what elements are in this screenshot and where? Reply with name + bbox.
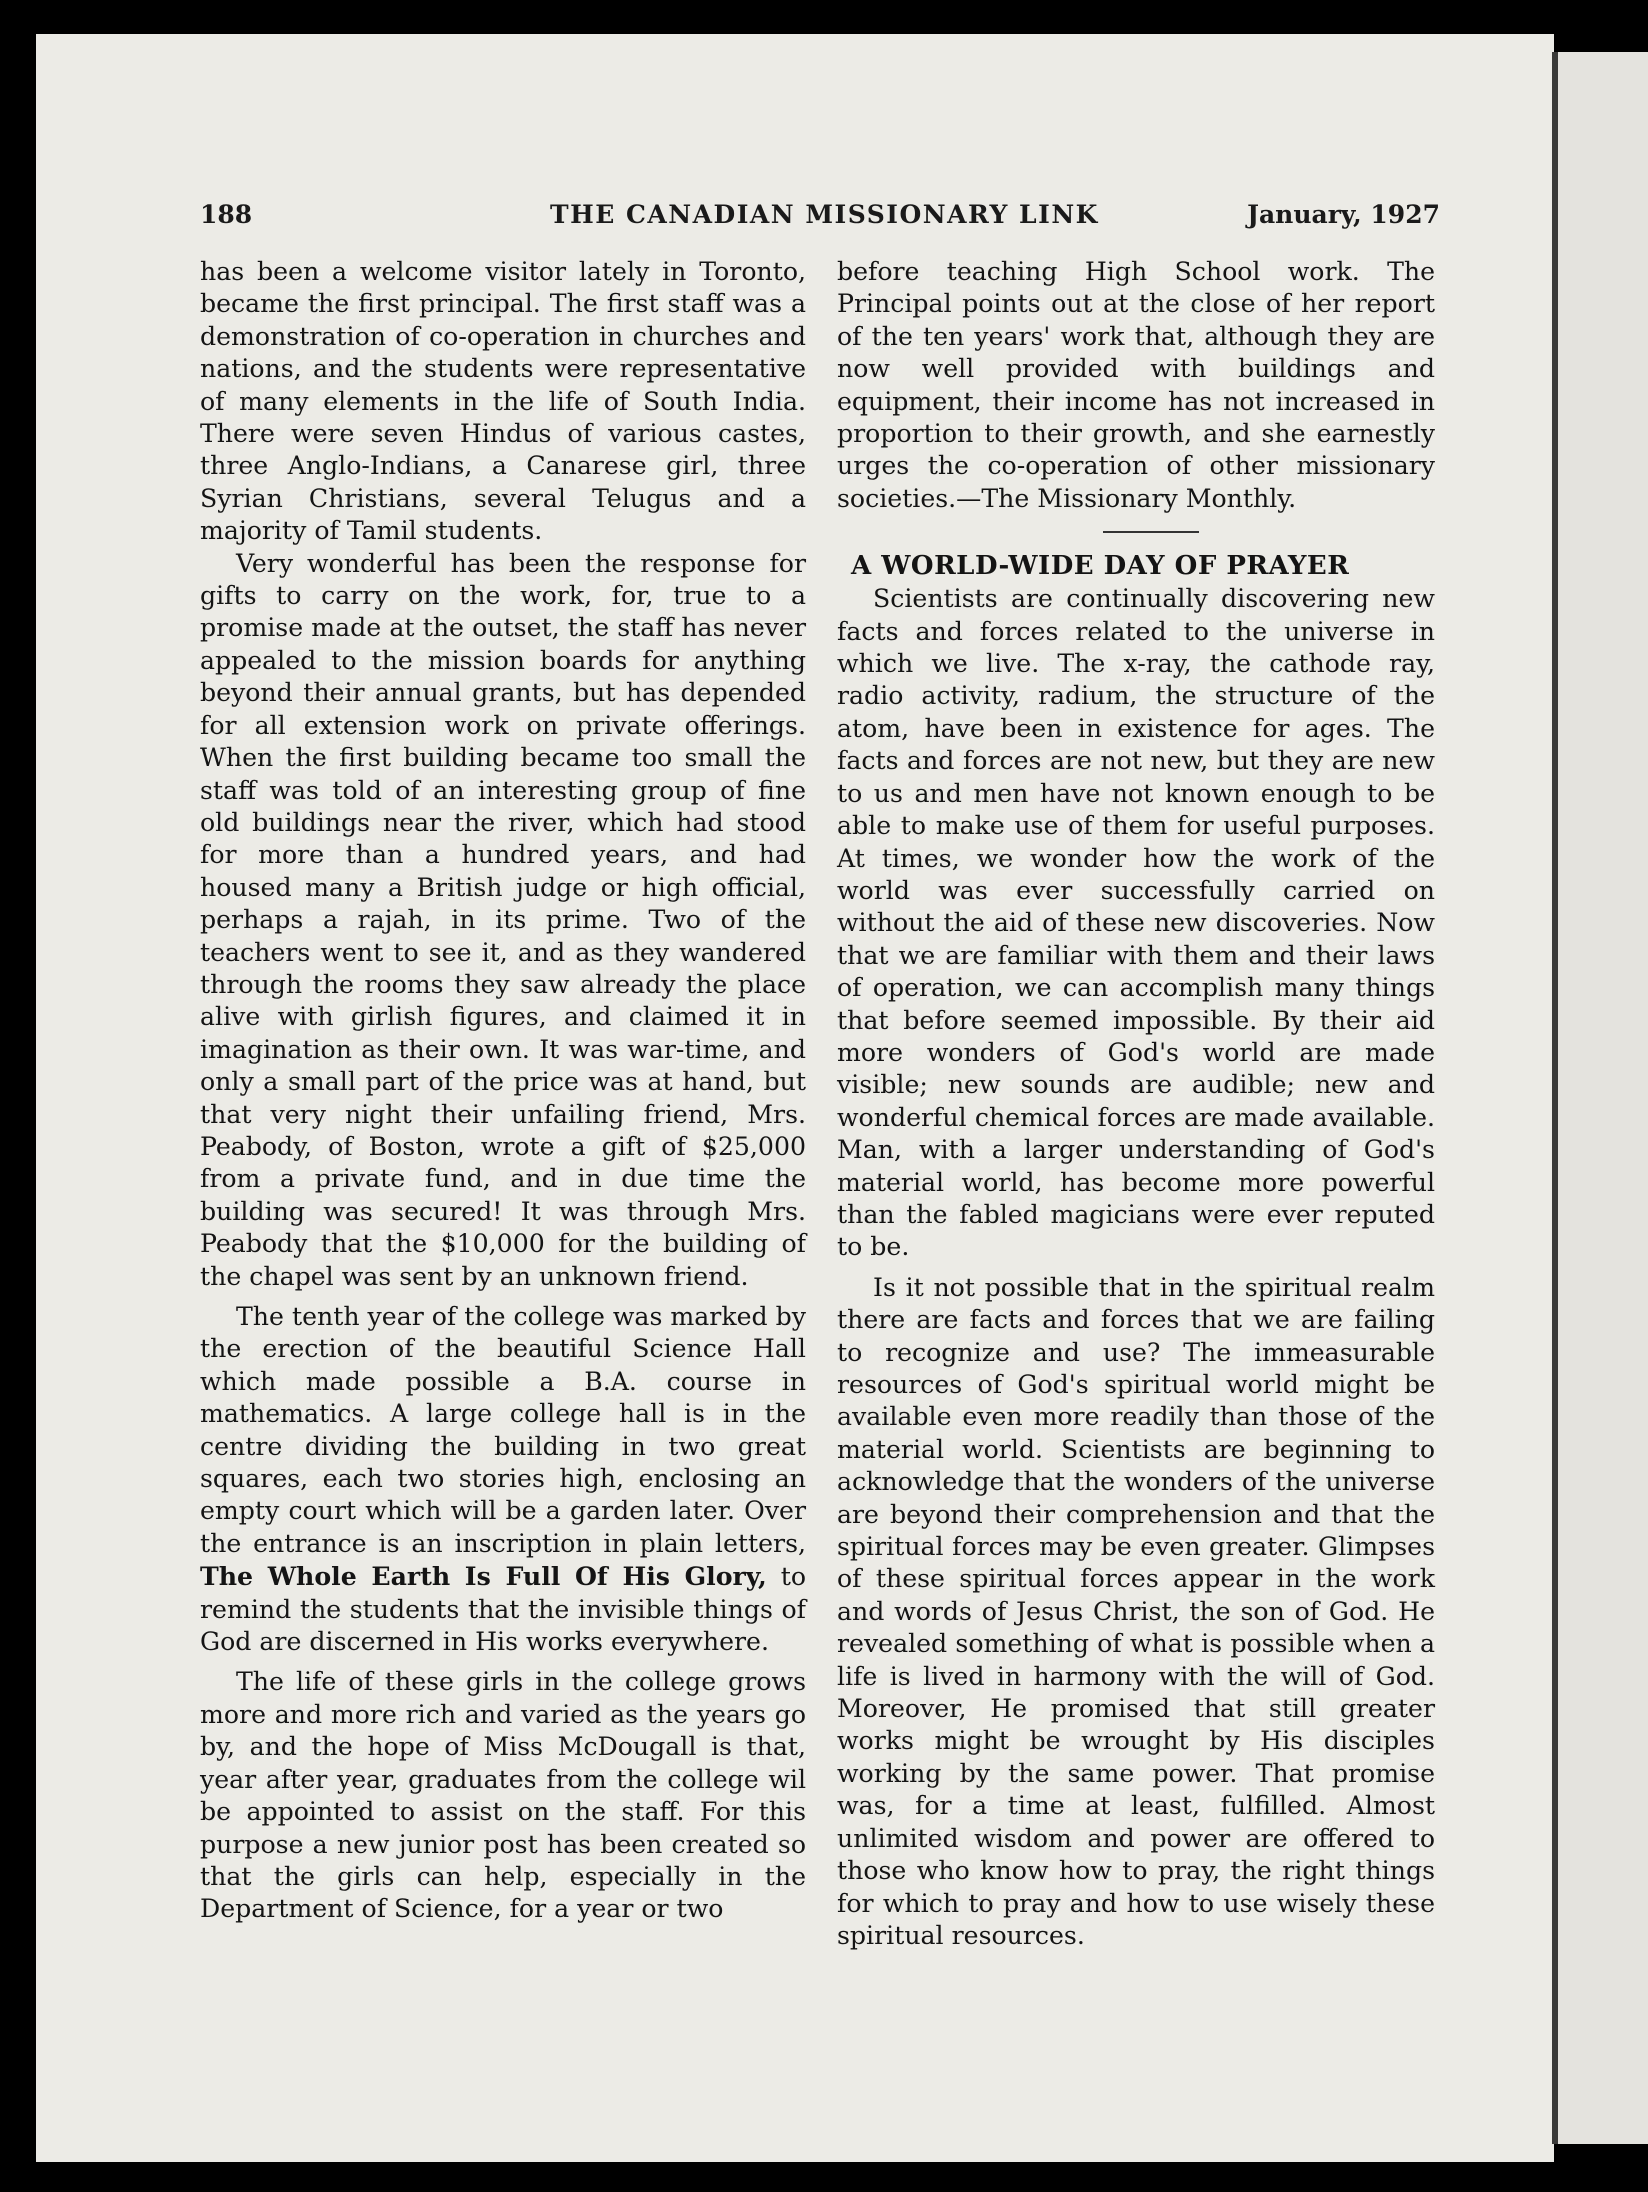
page-number: 188 <box>200 200 253 229</box>
facing-page-edge <box>1558 52 1648 2144</box>
paragraph-text: The tenth year of the college was marked by the erection of the beautiful Science Hall which made possible a B.A. course in mathematics. A large college hall is in the centre dividing the building in two great squares, each two stories high, enclosing an empty court which will be a garden later. Over the entrance is an inscription in plain letters, <box>200 1302 806 1558</box>
publication-title: THE CANADIAN MISSIONARY LINK <box>550 200 1099 229</box>
issue-date: January, 1927 <box>1247 200 1440 229</box>
paragraph: The life of these girls in the college grows more and more rich and varied as the years go by, and the hope of Miss McDougall is that, year after year, graduates from the college wil be appointed to assist on the staff. For this purpose a new junior post has been created so that the girls can help, especially in the Department of Science, for a year or two <box>200 1667 806 1924</box>
paragraph: Is it not possible that in the spiritual realm there are facts and forces that we are failing to recognize and use? The immeasurable resources of God's spiritual world might be available even more readily than those of the material world. Scientists are beginning to acknowledge that the wonders of the universe are beyond their comprehension and that the spiritual forces may be even greater. Glimpses of these spiritual forces appear in the work and words of Jesus Christ, the son of God. He revealed something of what is possible when a life is lived in harmony with the will of God. Moreover, He promised that still greater works might be wrought by His disciples working by the same power. That promise was, for a time at least, fulfilled. Almost unlimited wisdom and power are offered to those who know how to pray, the right things for which to pray and how to use wisely these spiritual resources. <box>837 1272 1435 1950</box>
section-title: A WORLD-WIDE DAY OF PRAYER <box>851 551 1350 582</box>
paragraph: Very wonderful has been the response for gifts to carry on the work, for, true to a promise made at the outset, the staff has never appealed to the mission boards for anything beyond their annual grants, but has depended for all extension work on private offerings. When the first building became too small the staff was told of an interesting group of fine old buildings near the river, which had stood for more than a hundred years, and had housed many a British judge or high official, perhaps a rajah, in its prime. Two of the teachers went to see it, and as they wandered through the rooms they saw already the place alive with girlish figures, and claimed it in imagination as their own. It was war-time, and only a small part of the price was at hand, but that very night their unfailing friend, Mrs. Peabody, of Boston, wrote a gift of $25,000 from a private fund, and in due time the building was secured! It was through Mrs. Peabody that the $10,000 for the building of the chapel was sent by an unknown friend. <box>200 548 806 1291</box>
paragraph <box>200 1301 806 1658</box>
inscription-text: The Whole Earth Is Full Of His Glory, <box>200 1561 767 1592</box>
paragraph: has been a welcome visitor lately in Toronto, became the first principal. The first staff was a demonstration of co-operation in churches and nations, and the students were representative of many elements in the life of South India. There were seven Hindus of various castes, three Anglo-Indians, a Canarese girl, three Syrian Christians, several Telugus and a majority of Tamil students. <box>200 257 806 546</box>
paragraph: Scientists are continually discovering new facts and forces related to the universe in which we live. The x-ray, the cathode ray, radio activity, radium, the structure of the atom, have been in existence for ages. The facts and forces are not new, but they are new to us and men have not known enough to be able to make use of them for useful purposes. At times, we wonder how the work of the world was ever successfully carried on without the aid of these new discoveries. Now that we are familiar with them and their laws of operation, we can accomplish many things that before seemed impossible. By their aid more wonders of God's world are made visible; new sounds are audible; new and wonderful chemical forces are made available. Man, with a larger understanding of God's material world, has become more powerful than the fabled magicians were ever reputed to be. <box>837 584 1435 1262</box>
right-column <box>837 256 1435 1952</box>
paragraph-text: to remind the students that the invisible things of God are discerned in His works everywhere. <box>200 1562 806 1657</box>
running-header <box>200 200 1440 240</box>
left-column <box>200 256 806 1926</box>
paragraph: before teaching High School work. The Principal points out at the close of her report of the ten years' work that, although they are now well provided with buildings and equipment, their income has not increased in proportion to their growth, and she earnestly urges the co-operation of other missionary societies.—The Missionary Monthly. <box>837 257 1435 513</box>
section-divider <box>1103 531 1199 533</box>
